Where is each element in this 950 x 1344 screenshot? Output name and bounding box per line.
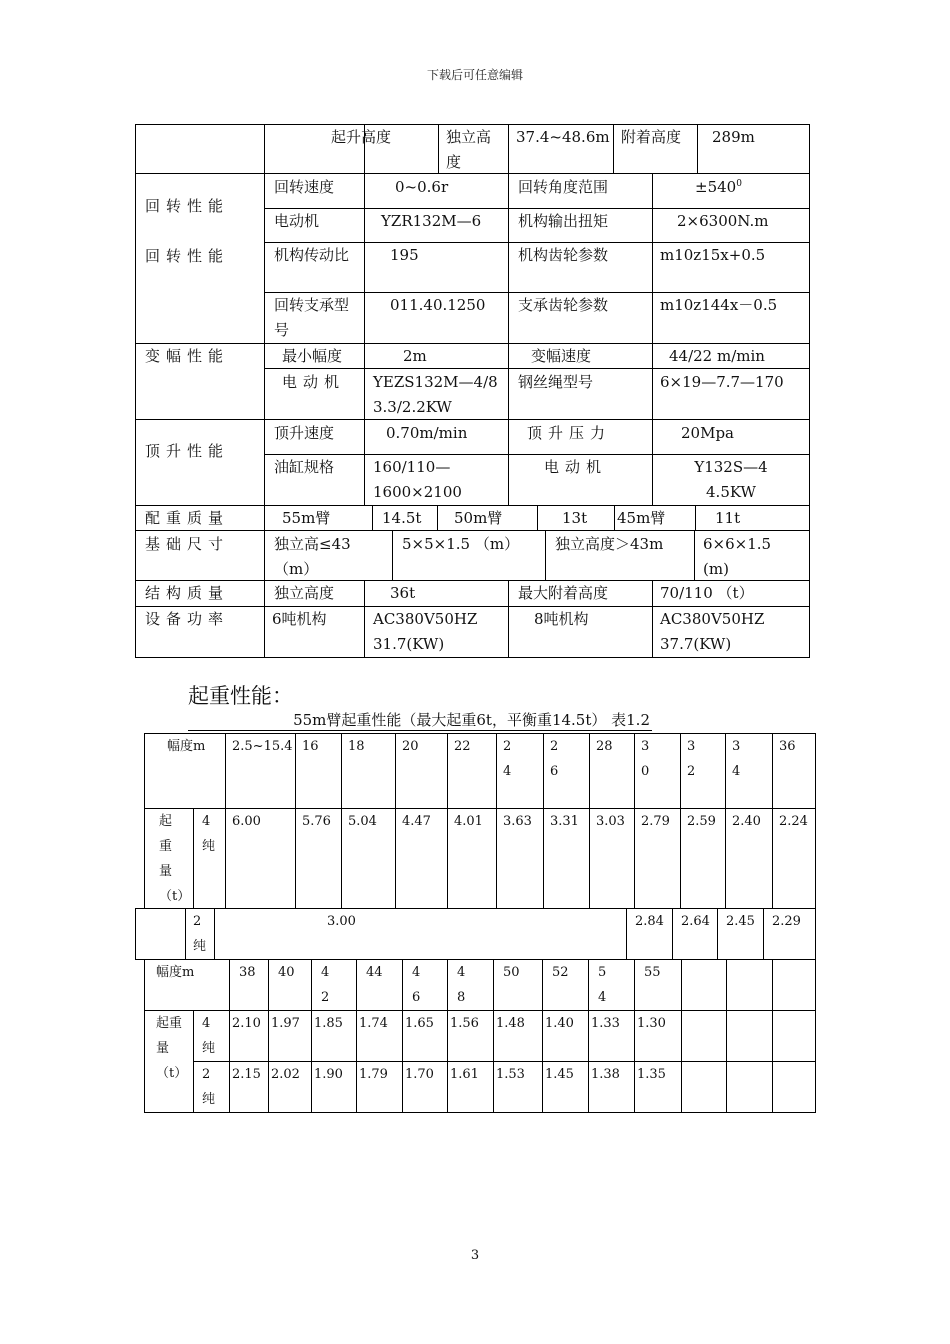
load-label: 起重 量 （t） <box>156 1016 188 1081</box>
load-value: 3.63 <box>503 814 532 829</box>
struct-a-value: 36t <box>390 584 416 602</box>
load-value: 5.04 <box>348 814 377 829</box>
range-label: 幅度m <box>167 739 206 754</box>
climb-cylinder-label: 油缸规格 <box>274 458 335 476</box>
load-value: 1.56 <box>450 1016 479 1031</box>
load-value: 2.64 <box>681 914 710 929</box>
load-value: 1.33 <box>591 1016 620 1031</box>
load-value: 1.48 <box>496 1016 525 1031</box>
climb-motor-label: 电动机 <box>544 458 608 476</box>
found-a-value: 5×5×1.5 （m） <box>402 535 520 553</box>
load-value: 1.53 <box>496 1067 525 1082</box>
range-value: 2.5~15.4 <box>232 739 293 754</box>
load-label: 起 重 量 （t） <box>159 814 191 904</box>
cw-45-value: 11t <box>715 509 741 527</box>
luffing-section-label: 变幅性能 <box>145 347 230 365</box>
load-value: 2.24 <box>779 814 808 829</box>
load-cell <box>772 1010 816 1062</box>
range-value: 3 4 <box>732 739 741 779</box>
load-value: 2.10 <box>232 1016 261 1031</box>
range-cell <box>588 959 635 1011</box>
slew-motor-value: YZR132M—6 <box>381 212 482 230</box>
cw-50-value: 13t <box>562 509 588 527</box>
struct-a-label: 独立高度 <box>274 584 335 602</box>
slew-ratio-label: 机构传动比 <box>274 246 350 264</box>
attached-height-label: 附着高度 <box>621 128 682 146</box>
load-value: 1.70 <box>405 1067 434 1082</box>
load-value: 3.31 <box>550 814 579 829</box>
load-value: 1.85 <box>314 1016 343 1031</box>
power-b-value: AC380V50HZ 37.7(KW) <box>660 610 765 653</box>
luff-min-value: 2m <box>403 347 427 365</box>
load-value: 2.84 <box>635 914 664 929</box>
range-value: 16 <box>302 739 319 754</box>
load-cell <box>772 1061 816 1113</box>
range-value: 4 8 <box>457 965 466 1005</box>
range-value: 36 <box>779 739 796 754</box>
range-value: 55 <box>644 965 661 980</box>
capacity-title: 起重性能： <box>188 684 293 708</box>
table-cell <box>135 908 186 960</box>
spec-cell <box>695 505 810 531</box>
load-cell <box>681 1061 727 1113</box>
range-value: 5 4 <box>598 965 607 1005</box>
range-cell <box>726 959 773 1011</box>
slewing-section-label: 回转性能 <box>145 197 230 215</box>
cw-50-label: 50m臂 <box>454 509 503 527</box>
range-value: 40 <box>278 965 295 980</box>
merged-load-cell <box>214 908 627 960</box>
load-cell <box>726 1010 773 1062</box>
slew-gear-value: m10z15x+0.5 <box>660 246 766 264</box>
power-b-label: 8吨机构 <box>534 610 589 628</box>
load-value: 1.35 <box>637 1067 666 1082</box>
fall-4-label: 4 纯 <box>202 814 216 854</box>
luff-motor-value: YEZS132M—4/8 3.3/2.2KW <box>373 373 498 416</box>
range-value: 3 0 <box>641 739 650 779</box>
slew-speed-value: 0~0.6r <box>395 178 449 196</box>
load-value: 1.65 <box>405 1016 434 1031</box>
climb-speed-label: 顶升速度 <box>274 424 335 442</box>
range-cell <box>772 959 816 1011</box>
load-value: 4.01 <box>454 814 483 829</box>
climb-speed-value: 0.70m/min <box>386 424 468 442</box>
load-value: 1.61 <box>450 1067 479 1082</box>
slew-bearing-gear-value: m10z144x－0.5 <box>660 296 778 314</box>
load-value: 1.38 <box>591 1067 620 1082</box>
capacity-subtitle: 55m臂起重性能（最大起重6t，平衡重14.5t） 表1.2 <box>188 710 652 731</box>
found-b-label: 独立高度＞43m <box>555 535 664 553</box>
slew-ratio-value: 195 <box>390 246 419 264</box>
load-value: 1.74 <box>359 1016 388 1031</box>
luff-speed-value: 44/22 m/min <box>669 347 765 365</box>
cw-55-label: 55m臂 <box>282 509 331 527</box>
load-cell <box>726 1061 773 1113</box>
slew-gear-label: 机构齿轮参数 <box>518 246 609 264</box>
luff-speed-label: 变幅速度 <box>531 347 592 365</box>
power-a-label: 6吨机构 <box>272 610 327 628</box>
range-cell <box>402 959 448 1011</box>
load-cell <box>681 1010 727 1062</box>
range-value: 44 <box>366 965 383 980</box>
found-b-value: 6×6×1.5 (m) <box>703 535 772 578</box>
luff-rope-label: 钢丝绳型号 <box>518 373 594 391</box>
slew-speed-label: 回转速度 <box>274 178 335 196</box>
load-value: 1.30 <box>637 1016 666 1031</box>
range-value: 50 <box>503 965 520 980</box>
climb-pressure-label: 顶升压力 <box>527 424 612 442</box>
range-value: 38 <box>239 965 256 980</box>
load-value: 1.97 <box>271 1016 300 1031</box>
range-value: 2 4 <box>503 739 512 779</box>
range-value: 18 <box>348 739 365 754</box>
slew-torque-value: 2×6300N.m <box>677 212 769 230</box>
foundation-section-label: 基础尺寸 <box>145 535 230 553</box>
cw-45-label: 45m臂 <box>617 509 666 527</box>
load-value: 1.90 <box>314 1067 343 1082</box>
struct-b-label: 最大附着高度 <box>518 584 609 602</box>
range-value: 52 <box>552 965 569 980</box>
fall-2-label: 2 纯 <box>202 1067 216 1107</box>
climbing-section-label: 顶升性能 <box>145 442 230 460</box>
range-value: 4 6 <box>412 965 421 1005</box>
load-value: 2.40 <box>732 814 761 829</box>
fall-2-label: 2 纯 <box>193 914 207 954</box>
range-value: 28 <box>596 739 613 754</box>
range-value: 22 <box>454 739 471 754</box>
attached-height-value: 289m <box>712 128 755 146</box>
slew-motor-label: 电动机 <box>274 212 320 230</box>
spec-cell <box>364 343 509 369</box>
slew-bearing-label: 回转支承型号 <box>274 296 350 339</box>
luff-min-label: 最小幅度 <box>282 347 343 365</box>
spec-cell <box>135 124 265 174</box>
range-cell <box>681 959 727 1011</box>
range-cell <box>311 959 357 1011</box>
counterweight-section-label: 配重质量 <box>145 509 230 527</box>
load-value: 2.15 <box>232 1067 261 1082</box>
range-value: 2 6 <box>550 739 559 779</box>
range-cell <box>447 959 494 1011</box>
spec-cell <box>364 242 509 293</box>
load-value: 1.45 <box>545 1067 574 1082</box>
standalone-height-value: 37.4~48.6m <box>516 128 610 146</box>
spec-cell <box>364 580 509 607</box>
load-value: 2.59 <box>687 814 716 829</box>
range-value: 3 2 <box>687 739 696 779</box>
cw-55-value: 14.5t <box>382 509 422 527</box>
climb-motor-value: Y132S—4 4.5KW <box>694 458 768 501</box>
found-a-label: 独立高≤43 （m） <box>274 535 351 578</box>
fall-4-label: 4 纯 <box>202 1016 216 1056</box>
slewing-section-label-2: 回转性能 <box>145 247 230 265</box>
load-value: 2.45 <box>726 914 755 929</box>
load-value: 4.47 <box>402 814 431 829</box>
climb-pressure-value: 20Mpa <box>681 424 734 442</box>
range-label: 幅度m <box>156 965 195 980</box>
range-value: 20 <box>402 739 419 754</box>
load-value: 2.02 <box>271 1067 300 1082</box>
slew-angle-value: $\pm 540^0$ <box>695 178 742 196</box>
lift-height-label: 起升高度 <box>331 128 392 146</box>
page-header: 下载后可任意编辑 <box>426 68 523 82</box>
standalone-height-label: 独立高度 <box>446 128 492 171</box>
luff-motor-label: 电动机 <box>282 373 346 391</box>
struct-b-value: 70/110 （t） <box>660 584 754 602</box>
load-value: 6.00 <box>232 814 261 829</box>
slew-angle-label: 回转角度范围 <box>518 178 609 196</box>
load-value: 2.29 <box>772 914 801 929</box>
power-a-value: AC380V50HZ 31.7(KW) <box>373 610 478 653</box>
power-section-label: 设备功率 <box>145 610 230 628</box>
luff-rope-value: 6×19—7.7—170 <box>660 373 784 391</box>
climb-cylinder-value: 160/110— 1600×2100 <box>373 458 462 501</box>
load-value: 1.40 <box>545 1016 574 1031</box>
load-value: 1.79 <box>359 1067 388 1082</box>
structure-section-label: 结构质量 <box>145 584 230 602</box>
page-number: 3 <box>470 1248 480 1263</box>
range-value: 4 2 <box>321 965 330 1005</box>
load-value: 3.03 <box>596 814 625 829</box>
load-value: 2.79 <box>641 814 670 829</box>
slew-bearing-gear-label: 支承齿轮参数 <box>518 296 609 314</box>
slew-bearing-value: 011.40.1250 <box>390 296 486 314</box>
merged-load-value: 3.00 <box>327 914 356 929</box>
load-value: 5.76 <box>302 814 331 829</box>
slew-torque-label: 机构输出扭矩 <box>518 212 609 230</box>
